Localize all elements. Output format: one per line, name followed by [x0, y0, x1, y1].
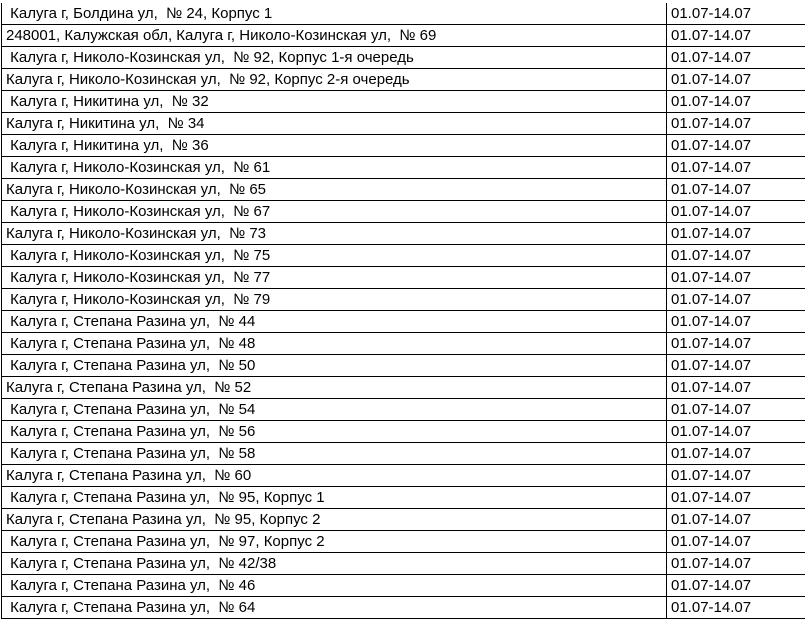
address-cell[interactable]: Калуга г, Николо-Козинская ул, № 79 [2, 289, 667, 311]
period-cell[interactable]: 01.07-14.07 [667, 201, 805, 223]
address-cell[interactable]: Калуга г, Николо-Козинская ул, № 73 [2, 223, 667, 245]
table-row [2, 201, 805, 223]
address-cell[interactable]: Калуга г, Степана Разина ул, № 42/38 [2, 553, 667, 575]
address-cell[interactable]: Калуга г, Степана Разина ул, № 58 [2, 443, 667, 465]
period-cell[interactable]: 01.07-14.07 [667, 47, 805, 69]
address-cell[interactable]: Калуга г, Болдина ул, № 24, Корпус 1 [2, 3, 667, 25]
table-row [2, 509, 805, 531]
table-row [2, 289, 805, 311]
table-row [2, 69, 805, 91]
table-row [2, 421, 805, 443]
period-cell[interactable]: 01.07-14.07 [667, 3, 805, 25]
table-row [2, 157, 805, 179]
table-row [2, 443, 805, 465]
table-row [2, 3, 805, 25]
period-cell[interactable]: 01.07-14.07 [667, 135, 805, 157]
address-cell[interactable]: Калуга г, Николо-Козинская ул, № 75 [2, 245, 667, 267]
period-cell[interactable]: 01.07-14.07 [667, 245, 805, 267]
address-cell[interactable]: Калуга г, Николо-Козинская ул, № 65 [2, 179, 667, 201]
table-row [2, 575, 805, 597]
address-cell[interactable]: Калуга г, Николо-Козинская ул, № 92, Корпус 1-я очередь [2, 47, 667, 69]
address-cell[interactable]: Калуга г, Степана Разина ул, № 44 [2, 311, 667, 333]
table-row [2, 465, 805, 487]
address-cell[interactable]: Калуга г, Степана Разина ул, № 97, Корпус 2 [2, 531, 667, 553]
table-row [2, 223, 805, 245]
period-cell[interactable]: 01.07-14.07 [667, 69, 805, 91]
period-cell[interactable]: 01.07-14.07 [667, 179, 805, 201]
address-cell[interactable]: Калуга г, Степана Разина ул, № 52 [2, 377, 667, 399]
table-row [2, 267, 805, 289]
period-cell[interactable]: 01.07-14.07 [667, 113, 805, 135]
address-cell[interactable]: Калуга г, Степана Разина ул, № 95, Корпус 1 [2, 487, 667, 509]
address-cell[interactable]: Калуга г, Степана Разина ул, № 56 [2, 421, 667, 443]
table-row [2, 311, 805, 333]
address-cell[interactable]: Калуга г, Никитина ул, № 32 [2, 91, 667, 113]
table-row [2, 487, 805, 509]
table-row [2, 47, 805, 69]
period-cell[interactable]: 01.07-14.07 [667, 311, 805, 333]
table-row [2, 135, 805, 157]
period-cell[interactable]: 01.07-14.07 [667, 443, 805, 465]
table-row [2, 597, 805, 619]
address-cell[interactable]: Калуга г, Николо-Козинская ул, № 77 [2, 267, 667, 289]
table-row [2, 377, 805, 399]
period-cell[interactable]: 01.07-14.07 [667, 465, 805, 487]
table-row [2, 91, 805, 113]
address-cell[interactable]: Калуга г, Степана Разина ул, № 54 [2, 399, 667, 421]
table-row [2, 333, 805, 355]
table-row [2, 113, 805, 135]
period-cell[interactable]: 01.07-14.07 [667, 223, 805, 245]
address-cell[interactable]: Калуга г, Николо-Козинская ул, № 92, Корпус 2-я очередь [2, 69, 667, 91]
period-cell[interactable]: 01.07-14.07 [667, 487, 805, 509]
table-row [2, 553, 805, 575]
address-cell[interactable]: Калуга г, Степана Разина ул, № 48 [2, 333, 667, 355]
address-cell[interactable]: Калуга г, Степана Разина ул, № 95, Корпус 2 [2, 509, 667, 531]
period-cell[interactable]: 01.07-14.07 [667, 421, 805, 443]
period-cell[interactable]: 01.07-14.07 [667, 553, 805, 575]
table-row [2, 399, 805, 421]
address-cell[interactable]: Калуга г, Никитина ул, № 34 [2, 113, 667, 135]
table-row [2, 355, 805, 377]
address-cell[interactable]: Калуга г, Степана Разина ул, № 50 [2, 355, 667, 377]
table-row [2, 179, 805, 201]
address-cell[interactable]: Калуга г, Николо-Козинская ул, № 61 [2, 157, 667, 179]
period-cell[interactable]: 01.07-14.07 [667, 333, 805, 355]
table-row [2, 245, 805, 267]
period-cell[interactable]: 01.07-14.07 [667, 289, 805, 311]
period-cell[interactable]: 01.07-14.07 [667, 597, 805, 619]
address-cell[interactable]: Калуга г, Николо-Козинская ул, № 67 [2, 201, 667, 223]
address-cell[interactable]: Калуга г, Степана Разина ул, № 64 [2, 597, 667, 619]
period-cell[interactable]: 01.07-14.07 [667, 25, 805, 47]
period-cell[interactable]: 01.07-14.07 [667, 509, 805, 531]
period-cell[interactable]: 01.07-14.07 [667, 267, 805, 289]
address-cell[interactable]: Калуга г, Никитина ул, № 36 [2, 135, 667, 157]
period-cell[interactable]: 01.07-14.07 [667, 575, 805, 597]
address-cell[interactable]: Калуга г, Степана Разина ул, № 60 [2, 465, 667, 487]
address-cell[interactable]: 248001, Калужская обл, Калуга г, Николо-Козинская ул, № 69 [2, 25, 667, 47]
period-cell[interactable]: 01.07-14.07 [667, 91, 805, 113]
table-row [2, 531, 805, 553]
table-row [2, 25, 805, 47]
period-cell[interactable]: 01.07-14.07 [667, 399, 805, 421]
address-cell[interactable]: Калуга г, Степана Разина ул, № 46 [2, 575, 667, 597]
table-body [2, 3, 805, 619]
address-schedule-table [1, 3, 805, 619]
period-cell[interactable]: 01.07-14.07 [667, 157, 805, 179]
period-cell[interactable]: 01.07-14.07 [667, 377, 805, 399]
period-cell[interactable]: 01.07-14.07 [667, 355, 805, 377]
period-cell[interactable]: 01.07-14.07 [667, 531, 805, 553]
